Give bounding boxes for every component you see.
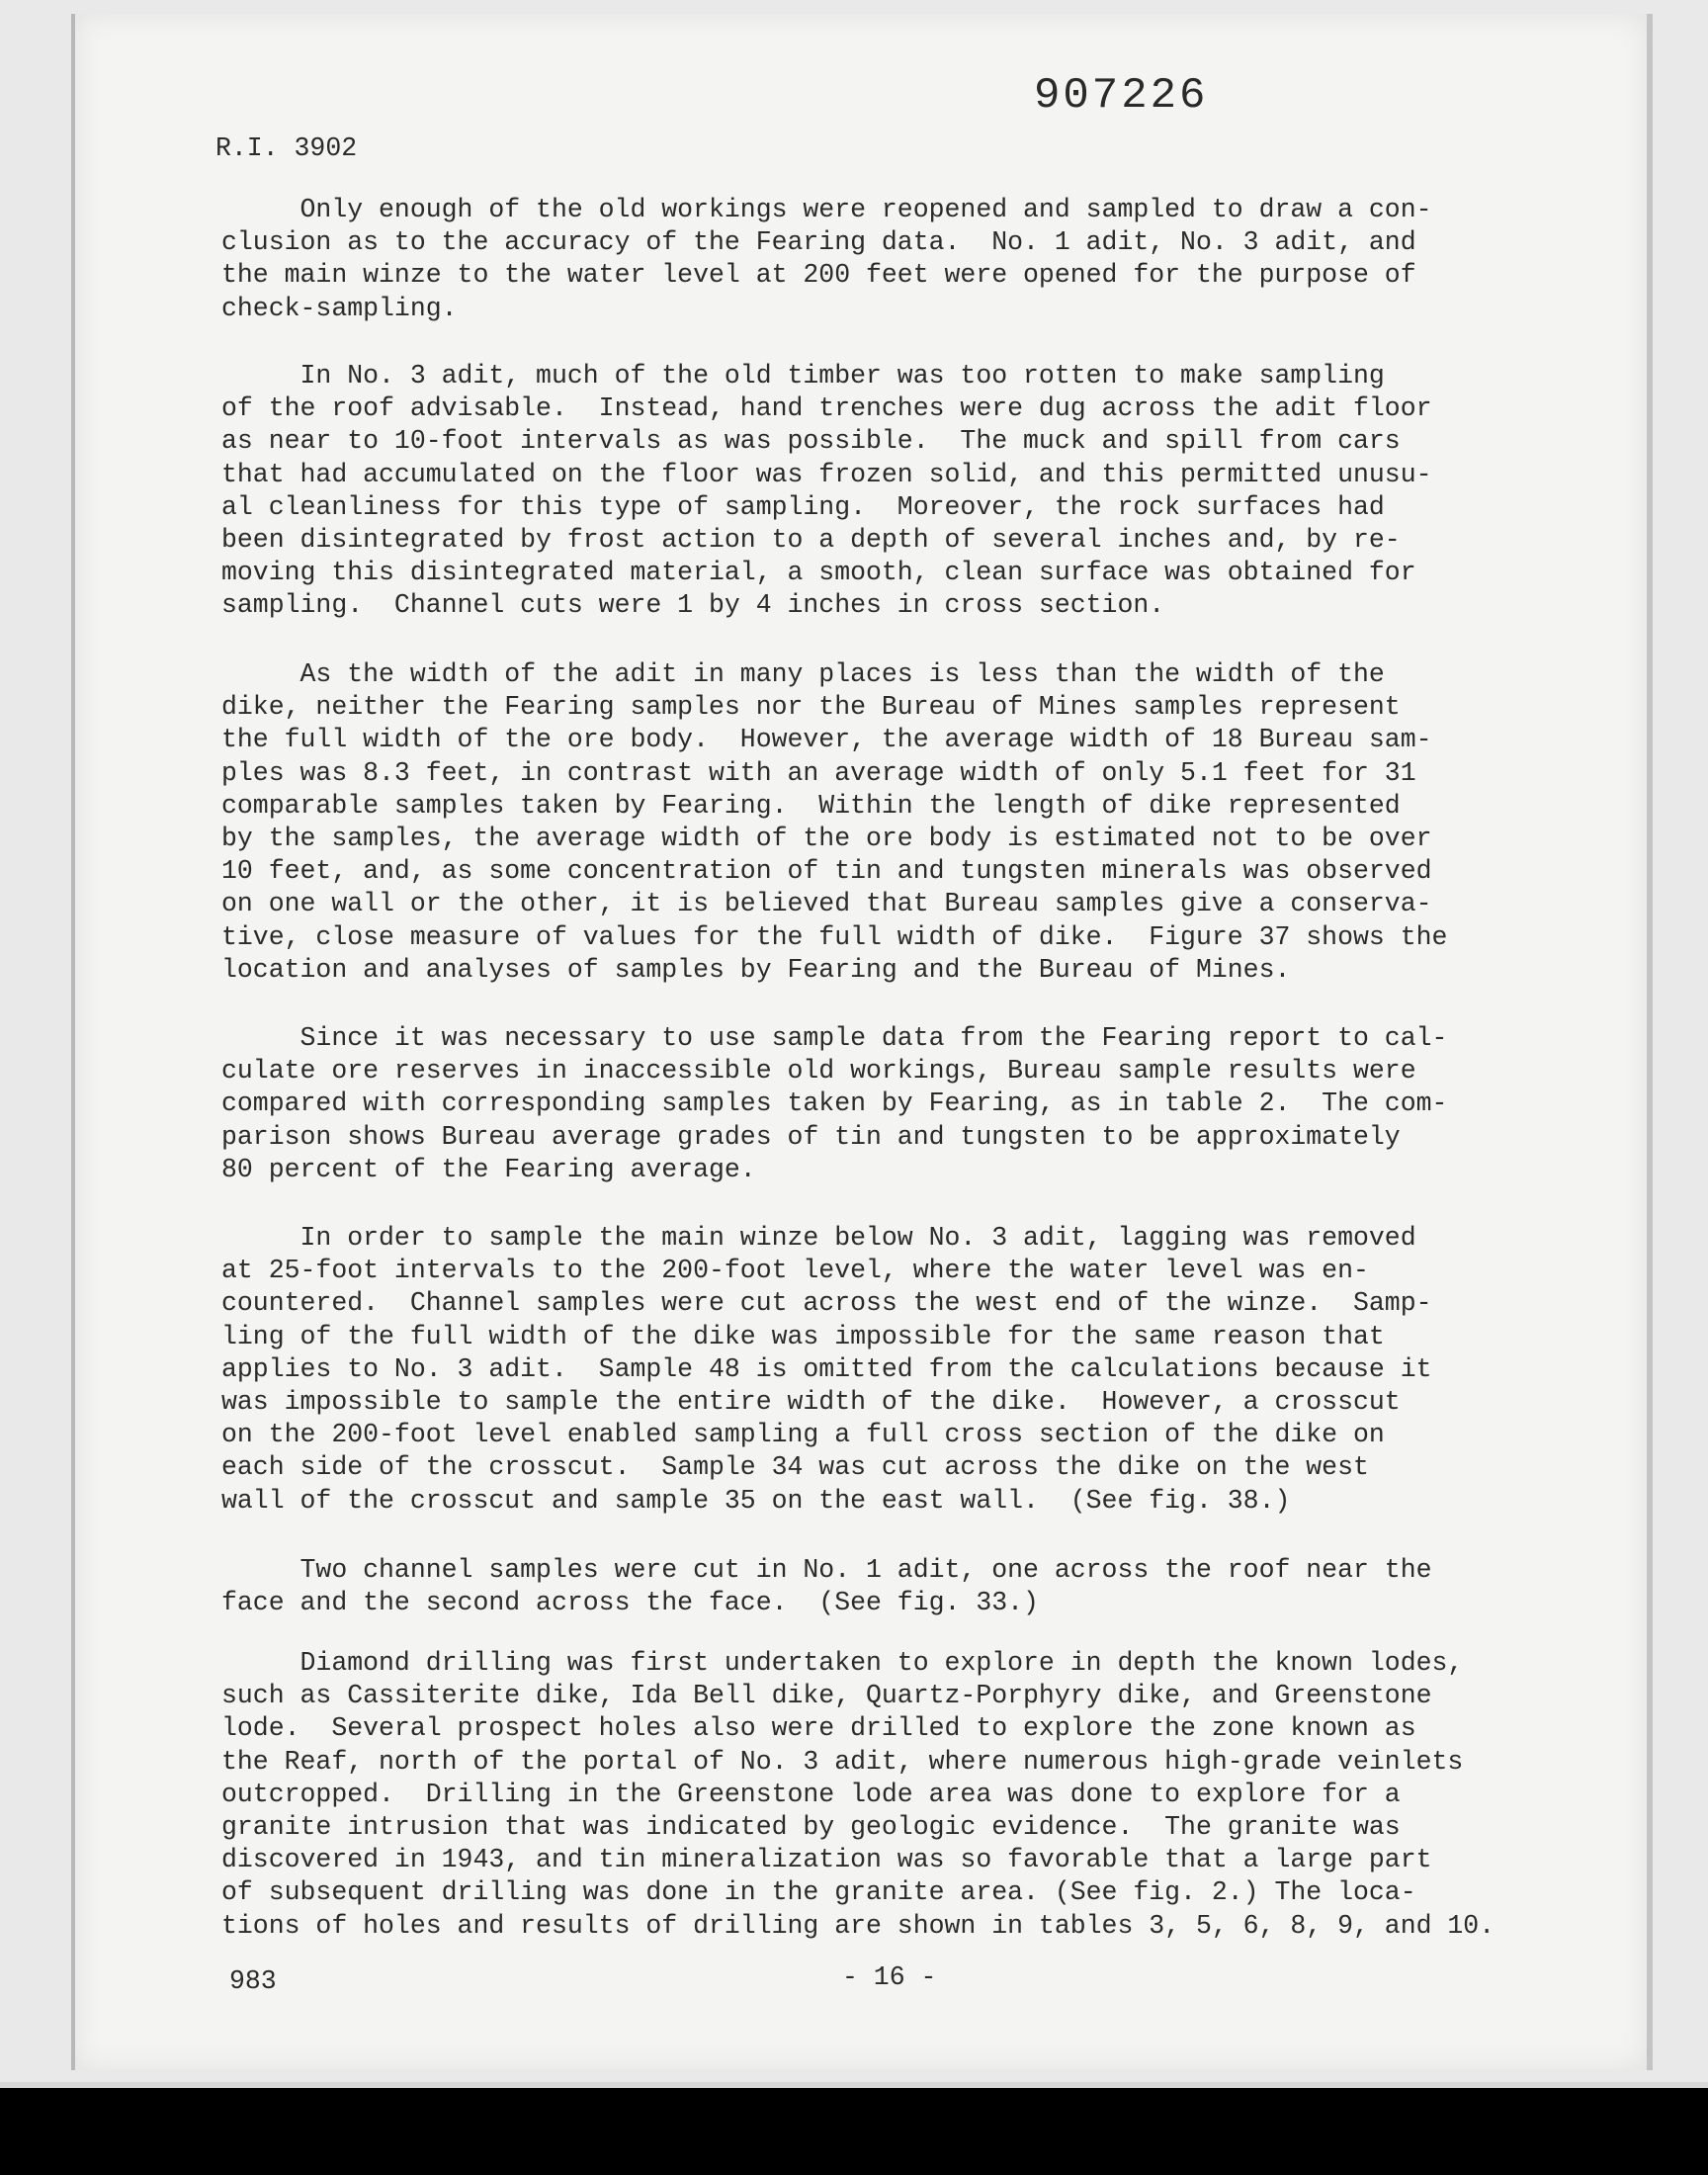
text-line: tions of holes and results of drilling are shown in tables 3, 5, 6, 8, 9, and 10. (221, 1910, 1495, 1941)
text-line: applies to No. 3 adit. Sample 48 is omitted from the calculations because it (221, 1353, 1432, 1384)
scan-border (0, 2088, 1708, 2175)
page-number: - 16 - (842, 1962, 937, 1992)
text-line: tive, close measure of values for the full width of dike. Figure 37 shows the (221, 921, 1448, 952)
text-line: lode. Several prospect holes also were drilled to explore the zone known as (221, 1713, 1416, 1744)
text-line: was impossible to sample the entire width of the dike. However, a crosscut (221, 1387, 1401, 1418)
paragraph-2 (221, 360, 1506, 623)
text-line: culate ore reserves in inaccessible old workings, Bureau sample results were (221, 1056, 1416, 1087)
text-line: been disintegrated by frost action to a depth of several inches and, by re- (221, 525, 1401, 556)
text-line: moving this disintegrated material, a smooth, clean surface was obtained for (221, 558, 1416, 588)
text-line: parison shows Bureau average grades of tin and tungsten to be approximately (221, 1121, 1401, 1152)
text-line: 10 feet, and, as some concentration of tin and tungsten minerals was observed (221, 856, 1432, 887)
text-line: of subsequent drilling was done in the granite area. (See fig. 2.) The loca- (221, 1877, 1416, 1908)
text-line: on one wall or the other, it is believed that Bureau samples give a conserva- (221, 889, 1432, 919)
text-line: 80 percent of the Fearing average. (221, 1154, 756, 1184)
text-line: as near to 10-foot intervals as was possible. The muck and spill from cars (221, 426, 1401, 457)
text-line: countered. Channel samples were cut across the west end of the winze. Samp- (221, 1288, 1432, 1319)
text-line: granite intrusion that was indicated by geologic evidence. The granite was (221, 1812, 1401, 1843)
text-line: of the roof advisable. Instead, hand trenches were dug across the adit floor (221, 393, 1432, 424)
paragraph-4 (221, 1022, 1506, 1186)
text-line: Diamond drilling was first undertaken to explore in depth the known lodes, (221, 1648, 1464, 1678)
text-line: al cleanliness for this type of sampling. Moreover, the rock surfaces had (221, 491, 1385, 522)
text-line: comparable samples taken by Fearing. Within the length of dike represented (221, 790, 1401, 821)
paragraph-7 (221, 1647, 1506, 1943)
text-line: In order to sample the main winze below No. 3 adit, lagging was removed (221, 1223, 1416, 1253)
stamp-number: 907226 (1034, 71, 1209, 121)
text-line: wall of the crosscut and sample 35 on the east wall. (See fig. 38.) (221, 1485, 1291, 1516)
text-line: at 25-foot intervals to the 200-foot level, where the water level was en- (221, 1256, 1369, 1286)
text-line: each side of the crosscut. Sample 34 was cut across the dike on the west (221, 1452, 1369, 1483)
text-line: Two channel samples were cut in No. 1 adit, one across the roof near the (221, 1555, 1432, 1585)
text-line: the main winze to the water level at 200 feet were opened for the purpose of (221, 260, 1416, 291)
text-line: such as Cassiterite dike, Ida Bell dike, Quartz-Porphyry dike, and Greenstone (221, 1681, 1432, 1711)
footer-code: 983 (229, 1966, 277, 1996)
text-line: In No. 3 adit, much of the old timber was too rotten to make sampling (221, 361, 1385, 391)
paragraph-1 (221, 194, 1506, 325)
text-line: location and analyses of samples by Fearing and the Bureau of Mines. (221, 954, 1291, 985)
text-line: by the samples, the average width of the ore body is estimated not to be over (221, 824, 1432, 854)
text-line: face and the second across the face. (See fig. 33.) (221, 1588, 1039, 1618)
text-line: compared with corresponding samples taken by Fearing, as in table 2. The com- (221, 1088, 1448, 1119)
text-line: ples was 8.3 feet, in contrast with an average width of only 5.1 feet for 31 (221, 757, 1416, 788)
text-line: Only enough of the old workings were reopened and sampled to draw a con- (221, 195, 1432, 224)
paragraph-3 (221, 658, 1506, 987)
paragraph-6 (221, 1554, 1506, 1619)
text-line: the Reaf, north of the portal of No. 3 adit, where numerous high-grade veinlets (221, 1746, 1464, 1777)
text-line: clusion as to the accuracy of the Fearing data. No. 1 adit, No. 3 adit, and (221, 227, 1416, 258)
text-line: sampling. Channel cuts were 1 by 4 inches in cross section. (221, 590, 1165, 621)
report-id: R.I. 3902 (215, 133, 358, 163)
text-line: discovered in 1943, and tin mineralization was so favorable that a large part (221, 1845, 1432, 1875)
text-line: As the width of the adit in many places is less than the width of the (221, 659, 1385, 689)
text-line: dike, neither the Fearing samples nor the Bureau of Mines samples represent (221, 692, 1401, 723)
text-line: the full width of the ore body. However, the average width of 18 Bureau sam- (221, 725, 1432, 755)
text-line: check-sampling. (221, 293, 458, 323)
text-line: that had accumulated on the floor was frozen solid, and this permitted unusu- (221, 459, 1432, 489)
paragraph-5 (221, 1222, 1506, 1518)
text-line: ling of the full width of the dike was impossible for the same reason that (221, 1321, 1385, 1351)
text-line: on the 200-foot level enabled sampling a full cross section of the dike on (221, 1420, 1385, 1450)
text-line: outcropped. Drilling in the Greenstone lode area was done to explore for a (221, 1779, 1401, 1809)
text-line: Since it was necessary to use sample data from the Fearing report to cal- (221, 1023, 1448, 1053)
